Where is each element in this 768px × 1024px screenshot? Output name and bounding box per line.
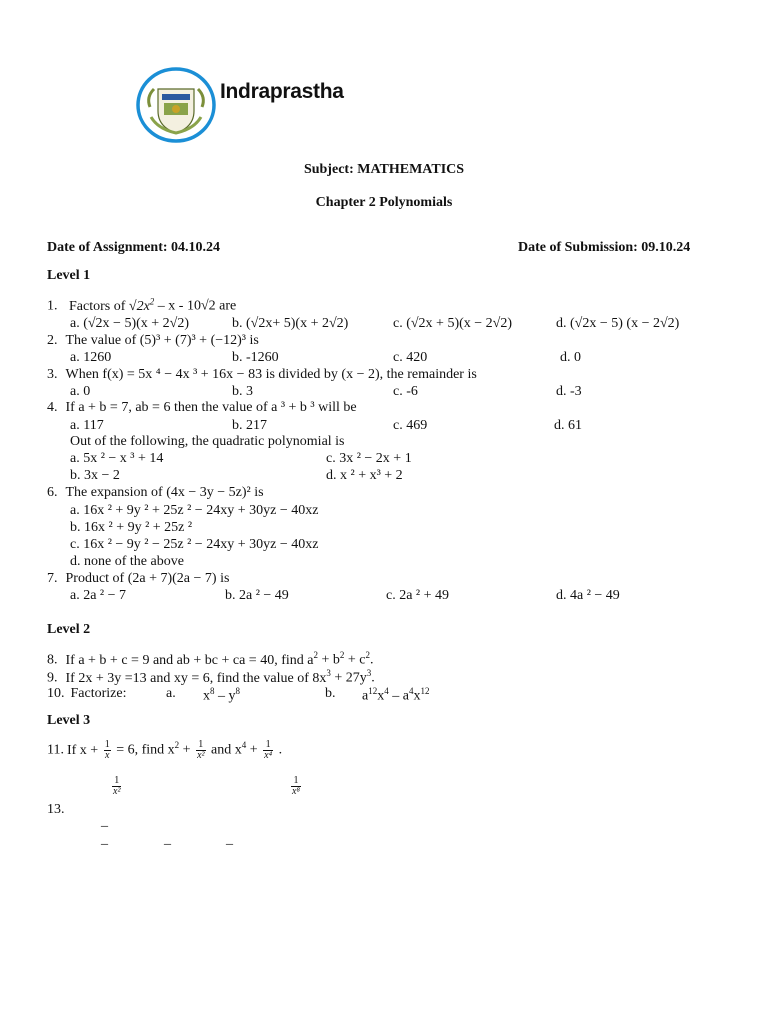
brand-name: Indraprastha [220, 80, 344, 103]
question-6: 6. The expansion of (4x − 3y − 5z)² is [47, 485, 264, 500]
q5-option-a: a. 5x ² − x ³ + 14 [70, 451, 164, 466]
question-13: 13. [47, 802, 65, 817]
q4-option-d: d. 61 [554, 418, 582, 433]
date-of-submission: Date of Submission: 09.10.24 [518, 240, 691, 255]
q13-blank-1: _ [101, 814, 108, 829]
q3-option-a: a. 0 [70, 384, 91, 399]
q4-option-c: c. 469 [393, 418, 428, 433]
q4-option-b: b. 217 [232, 418, 267, 433]
question-11: 11. If x + $\frac{1}{x}$ = 6, find $x^2$ + $\frac{1}{\text{x²}}$ and $x^4$ + $\frac{1}{\text{x⁴}}$ . [47, 739, 283, 761]
q11-fraction-3: $\frac{1}{\text{x⁴}}$ [264, 739, 273, 761]
q13-blank-4: _ [226, 832, 233, 847]
question-8: 8. If a + b + c = 9 and ab + bc + ca = 40, find $a^2 + b^2 + c^2$. [47, 650, 374, 668]
level-1-heading: Level 1 [47, 268, 91, 283]
question-9: 9. If 2x + 3y =13 and xy = 6, find the value of $8x^3 + 27y^3$. [47, 668, 375, 686]
q10-part-a-label: a. [166, 686, 176, 701]
q13-blank-2: _ [101, 832, 108, 847]
q11-fraction-1: $\frac{1}{x}$ [104, 739, 110, 761]
school-logo [136, 67, 216, 143]
q1-term-2: √2 [200, 298, 216, 314]
q3-option-d: d. -3 [556, 384, 582, 399]
q6-option-d: d. none of the above [70, 554, 184, 569]
subject-title: Subject: MATHEMATICS [303, 162, 465, 177]
date-of-assignment: Date of Assignment: 04.10.24 [47, 240, 221, 255]
q1-term-1: $√2x^2$ [128, 296, 155, 314]
question-10: 10. Factorize: [47, 686, 127, 701]
q4-option-a: a. 117 [70, 418, 104, 433]
question-1: 1. Factors of $√2x^2$ – x - 10√2 are [47, 296, 237, 314]
q5-option-b: b. 3x − 2 [70, 468, 120, 483]
q10-part-a: $x^8 - y^8$ [203, 686, 240, 704]
q7-option-b: b. 2a ² − 49 [225, 588, 289, 603]
level-3-heading: Level 3 [47, 713, 91, 728]
q6-option-b: b. 16x ² + 9y ² + 25z ² [70, 520, 193, 535]
q10-part-b-label: b. [325, 686, 336, 701]
q11-fraction-2: $\frac{1}{\text{x²}}$ [197, 739, 205, 761]
q5-option-d: d. x ² + x³ + 2 [326, 468, 403, 483]
q2-option-b: b. -1260 [232, 350, 279, 365]
question-7: 7. Product of (2a + 7)(2a − 7) is [47, 571, 230, 586]
q5-option-c: c. 3x ² − 2x + 1 [326, 451, 412, 466]
q3-option-c: c. -6 [393, 384, 418, 399]
question-5: Out of the following, the quadratic polynomial is [70, 434, 345, 449]
q12-fraction-1: $\frac{1}{\text{x²}}$ [113, 775, 121, 797]
question-3: 3. When f(x) = 5x ⁴ − 4x ³ + 16x − 83 is divided by (x − 2), the remainder is [47, 367, 477, 382]
q3-option-b: b. 3 [232, 384, 253, 399]
q1-option-c: c. (√2x + 5)(x − 2√2) [393, 316, 513, 331]
q13-blank-3: _ [164, 832, 171, 847]
q2-option-a: a. 1260 [70, 350, 112, 365]
chapter-title: Chapter 2 Polynomials [315, 195, 453, 210]
level-2-heading: Level 2 [47, 622, 91, 637]
q7-option-d: d. 4a ² − 49 [556, 588, 620, 603]
q2-option-c: c. 420 [393, 350, 428, 365]
q7-option-a: a. 2a ² − 7 [70, 588, 127, 603]
q1-option-a: a. (√2x − 5)(x + 2√2) [70, 316, 190, 331]
q6-option-c: c. 16x ² − 9y ² − 25z ² − 24xy + 30yz − 40xz [70, 537, 319, 552]
q1-option-b: b. (√2x+ 5)(x + 2√2) [232, 316, 349, 331]
q12-fraction-2: $\frac{1}{\text{x⁸}}$ [292, 775, 300, 797]
q6-option-a: a. 16x ² + 9y ² + 25z ² − 24xy + 30yz − 40xz [70, 503, 319, 518]
q7-option-c: c. 2a ² + 49 [386, 588, 450, 603]
q2-option-d: d. 0 [560, 350, 581, 365]
question-2: 2. The value of (5)³ + (7)³ + (−12)³ is [47, 333, 259, 348]
q10-part-b: $a^{12}x^4 - a^4x^{12}$ [362, 686, 430, 704]
question-4: 4. If a + b = 7, ab = 6 then the value of a ³ + b ³ will be [47, 400, 357, 415]
q1-option-d: d. (√2x − 5) (x − 2√2) [556, 316, 680, 331]
